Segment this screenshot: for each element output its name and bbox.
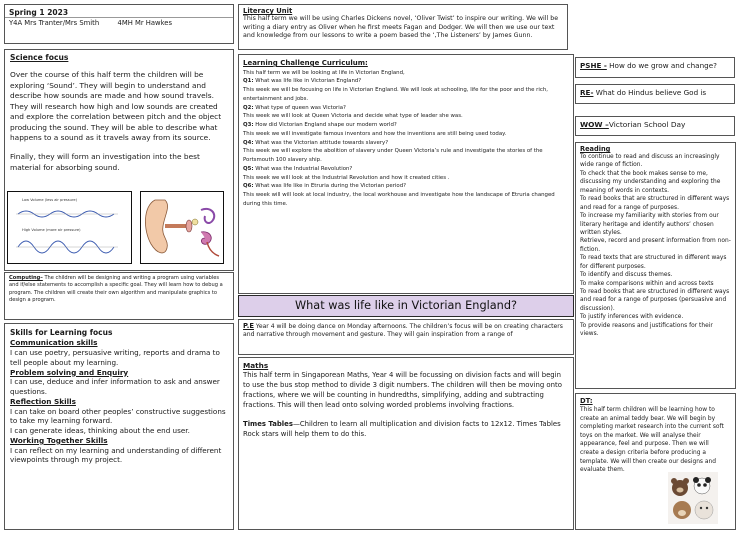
- science-title: Science focus: [10, 53, 69, 62]
- reading-objective: To justify inferences with evidence.: [580, 314, 684, 321]
- reading-objective: To read books that are structured in different ways and read for a range of purposes (persuasive and discussion).: [580, 289, 730, 312]
- reading-objective: To identify and discuss themes.: [580, 272, 673, 279]
- reading-objective: To continue to read and discuss an increasingly wide range of fiction.: [580, 154, 720, 169]
- computing-box: [4, 272, 234, 320]
- pe-text: Year 4 will be doing dance on Monday afternoons. The children’s focus will be on creating characters and narrative through movement and gesture. They will gain inspiration from a range of: [243, 323, 563, 339]
- eardrum-icon: [186, 220, 192, 232]
- lcc-question-number: Q5:: [243, 165, 254, 172]
- reading-objective: To read texts that are structured in different ways for different purposes.: [580, 255, 727, 270]
- dt-text: This half term children will be learning how to create an animal teddy bear. We will begin by completing market research into the current soft toys on the market. We will analyse their appearance, feel and purpose. Then we will create a design criteria before producing a template. We will then create our designs and evaluate them.: [580, 407, 724, 474]
- pshe-text: How do we grow and change?: [606, 61, 717, 70]
- lcc-question-text: What was the Industrial Revolution?: [253, 165, 353, 172]
- pshe-label: PSHE -: [580, 61, 607, 70]
- topic-banner: What was life like in Victorian England?: [238, 295, 574, 317]
- lcc-answer: This week we will look at Queen Victoria and decide what type of leader she was.: [243, 113, 463, 120]
- lcc-question: [243, 182, 569, 191]
- problem-solving-heading: Problem solving and Enquiry: [10, 367, 129, 377]
- lcc-title: Learning Challenge Curriculum:: [243, 59, 368, 67]
- lcc-question-text: How did Victorian England shape our modern world?: [253, 122, 397, 128]
- ear-diagram-image: [140, 191, 224, 264]
- skills-box: [4, 323, 234, 530]
- reflection-text-2: I can generate ideas, thinking about the end user.: [10, 426, 190, 436]
- wave-label-high: High Volume (more air pressure): [22, 228, 81, 232]
- lcc-question-text: What was life like in Victorian England?: [253, 78, 362, 85]
- re-label: RE-: [580, 88, 594, 97]
- wave-label-low: Low Volume (less air pressure): [22, 198, 77, 202]
- term-title: Spring 1 2023: [9, 8, 69, 17]
- lcc-question-text: What was the Victorian attitude towards slavery?: [253, 139, 389, 146]
- lcc-question-number: Q1:: [243, 78, 254, 85]
- cochlea-icon: [201, 232, 211, 245]
- reading-objective: To make comparisons within and across texts: [580, 280, 714, 287]
- times-tables-text: —Children to learn all multiplication and division facts to 12x12. Times Tables Rock stars will help them to do this.: [243, 420, 561, 438]
- reading-objective: Retrieve, record and present information from non-fiction.: [580, 238, 731, 253]
- computing-text-block: [9, 275, 229, 305]
- lcc-answer: This week we will look at the Industrial Revolution and how it created cities .: [243, 174, 450, 181]
- reading-list: [580, 153, 731, 339]
- problem-solving-text: I can use, deduce and infer information to ask and answer questions.: [10, 377, 220, 397]
- pe-text-block: [243, 322, 569, 340]
- semicircular-canals-icon: [201, 209, 214, 223]
- skills-title: Skills for Learning focus: [10, 328, 113, 337]
- science-para2: Finally, they will form an investigation into the best material for absorbing sound.: [10, 152, 200, 172]
- pshe-box: [575, 57, 735, 78]
- lcc-answer: This week will will look at local industry, the local workhouse and investigate how the landscape of Etruria changed during this time.: [243, 192, 555, 207]
- reading-objective: To increase my familiarity with stories from our literary heritage and identify authors’ chosen written styles.: [580, 213, 719, 236]
- reading-box: [575, 142, 736, 389]
- lcc-box: [238, 54, 574, 294]
- dt-title: DT:: [580, 397, 593, 405]
- working-together-heading: Working Together Skills: [10, 435, 108, 445]
- maths-text: This half term in Singaporean Maths, Year 4 will be focussing on division facts and will begin to use the bus stop method to divide 3 digit numbers. The children will then be moving onto fractions, where we will be counting in hundredths, simplifying, adding and subtracting fractions. This will then lead onto solving worded problems involving fractions.: [243, 371, 562, 409]
- maths-title: Maths: [243, 361, 269, 370]
- lcc-question: [243, 77, 569, 86]
- communication-text: I can use poetry, persuasive writing, reports and drama to tell people about my learning.: [10, 348, 220, 367]
- reading-objective: To provide reasons and justifications for their views.: [580, 322, 713, 338]
- reading-title: Reading: [580, 145, 611, 153]
- lcc-question-text: What type of queen was Victoria?: [253, 104, 346, 111]
- lcc-answer: This week we will be focusing on life in Victorian England. We will look at schooling, life for the poor and the rich, entertainment and jobs.: [243, 87, 548, 102]
- times-tables-label: Times Tables: [243, 420, 293, 428]
- lcc-question-list: [243, 77, 569, 208]
- class-4mh: 4MH Mr Hawkes: [117, 19, 173, 27]
- class-line: [9, 19, 229, 27]
- computing-title: Computing–: [9, 275, 43, 281]
- outer-ear-icon: [145, 200, 167, 253]
- re-box: [575, 84, 735, 104]
- wow-label: WOW –: [580, 120, 609, 129]
- computing-text: The children will be designing and writing a program using variables and if/else statements to accomplish a specific goal. They will learn how to debug a program. The children will create their own algorithm and manipulate graphics to design a program.: [9, 275, 223, 304]
- literacy-box: [238, 4, 568, 50]
- class-year4a: Y4A Mrs Tranter/Mrs Smith: [9, 19, 100, 27]
- science-para1: Over the course of this half term the children will be exploring ‘Sound’. They will begin to understand and describe how sounds are made and how sound travels. They will research how high and low sounds are created and explore the correlation between pitch and the object producing the sound. They will be able to describe what happens to a sound as it travels away from its source.: [10, 70, 222, 143]
- literacy-title: Literacy Unit: [243, 7, 293, 15]
- reflection-heading: Reflection Skills: [10, 396, 76, 406]
- lcc-question: [243, 165, 569, 174]
- lcc-question: [243, 139, 569, 148]
- working-together-text: I can reflect on my learning and understanding of different viewpoints through my project.: [10, 445, 222, 465]
- teddy-bears-image: [668, 472, 718, 524]
- lcc-question-number: Q6:: [243, 183, 254, 190]
- pe-box: [238, 319, 574, 355]
- literacy-text: This half term we will be using Charles Dickens novel, ‘Oliver Twist’ to inspire our writing. We will be writing a diary entry as Oliver when he first meets Fagan and Dodger. We will then we use our text and knowledge from our lessons to write a poem based the ‘,The Listeners’ by James Gunn.: [243, 15, 559, 40]
- wow-box: [575, 116, 735, 136]
- reading-objective: To read books that are structured in different ways and read for a range of purposes.: [580, 196, 730, 211]
- reflection-text-1: I can take on board other peoples’ constructive suggestions to take my learning forward.: [10, 406, 226, 426]
- header-box: [4, 4, 234, 44]
- wow-text: Victorian School Day: [608, 120, 686, 129]
- lcc-question-number: Q4:: [243, 139, 254, 146]
- lcc-question: [243, 104, 569, 113]
- lcc-question-number: Q3:: [243, 122, 254, 128]
- reading-objective: To check that the book makes sense to me, discussing my understanding and exploring the meaning of words in contexts.: [580, 170, 721, 194]
- lcc-intro: This half term we will be looking at life in Victorian England,: [243, 69, 405, 76]
- lcc-question-number: Q2:: [243, 104, 254, 111]
- pe-title: P.E: [243, 322, 254, 330]
- communication-heading: Communication skills: [10, 338, 98, 348]
- times-tables-block: [243, 419, 569, 439]
- sound-wave-image: [7, 191, 132, 264]
- lcc-answer: This week we will explore the abolition of slavery under Queen Victoria’s rule and investigate the stories of the Portsmouth 100 slavery ship.: [243, 148, 543, 163]
- maths-box: [238, 357, 574, 530]
- lcc-answer: This week we will investigate famous inventors and how the inventions are still being used today.: [243, 130, 507, 137]
- re-text: What do Hindus believe God is: [593, 88, 707, 97]
- lcc-question-text: What was life like in Etruria during the Victorian period?: [253, 183, 407, 190]
- header-divider: [5, 17, 233, 18]
- lcc-question: [243, 121, 569, 130]
